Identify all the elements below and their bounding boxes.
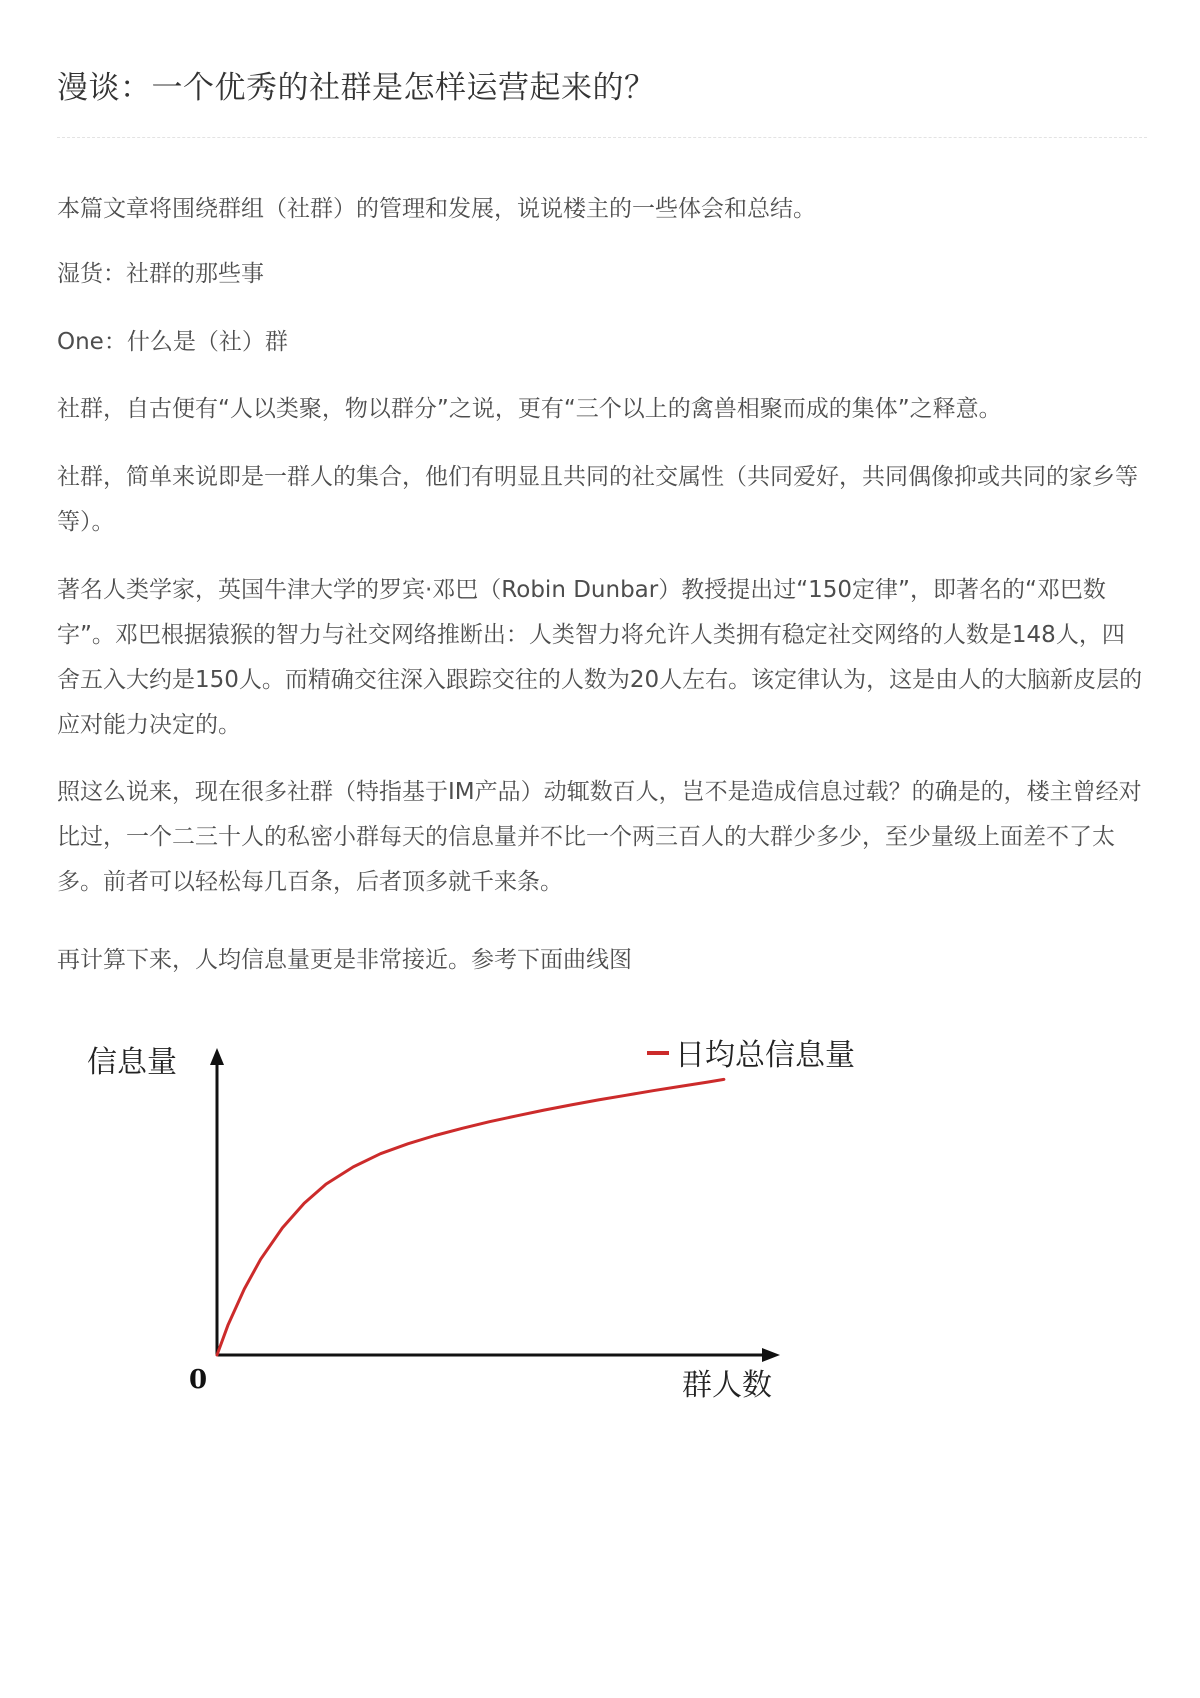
paragraph-intro: 本篇文章将围绕群组（社群）的管理和发展，说说楼主的一些体会和总结。 bbox=[57, 196, 816, 222]
paragraph-chart-intro: 再计算下来，人均信息量更是非常接近。参考下面曲线图 bbox=[57, 947, 632, 973]
x-axis-label: 群人数 bbox=[682, 1368, 772, 1403]
paragraph-dunbar: 著名人类学家，英国牛津大学的罗宾·邓巴（Robin Dunbar）教授提出过“150定律”，即著名的“邓巴数字”。邓巴根据猿猴的智力与社交网络推断出：人类智力将允许人类拥有稳定社交网络的人数是148人，四舍五入大约是150人。而精确交往深入跟踪交往的人数为20人左右。该定律认为，这是由人的大脑新皮层的应对能力决定的。 bbox=[57, 577, 1143, 738]
legend-label: 日均总信息量 bbox=[675, 1038, 855, 1073]
title-divider bbox=[57, 137, 1147, 138]
chart-figure bbox=[57, 1010, 1147, 1670]
paragraph-definition: 社群，简单来说即是一群人的集合，他们有明显且共同的社交属性（共同爱好，共同偶像抑或共同的家乡等等）。 bbox=[57, 464, 1138, 535]
sub-heading: One：什么是（社）群 bbox=[57, 329, 288, 355]
paragraph-saying: 社群，自古便有“人以类聚，物以群分”之说，更有“三个以上的禽兽相聚而成的集体”之释意。 bbox=[57, 396, 1002, 422]
origin-label: 0 bbox=[189, 1365, 208, 1395]
series-line-daily-total-info bbox=[217, 1079, 724, 1355]
y-axis-label: 信息量 bbox=[87, 1045, 177, 1080]
page-title: 漫谈：一个优秀的社群是怎样运营起来的？ bbox=[57, 70, 656, 106]
y-axis-arrow bbox=[210, 1048, 224, 1065]
info-curve-chart bbox=[57, 1010, 1147, 1670]
paragraph-overload: 照这么说来，现在很多社群（特指基于IM产品）动辄数百人，岂不是造成信息过载？的确是的，楼主曾经对比过，一个二三十人的私密小群每天的信息量并不比一个两三百人的大群少多少，至少量级上面差不了太多。前者可以轻松每几百条，后者顶多就千来条。 bbox=[57, 779, 1142, 895]
section-heading: 湿货：社群的那些事 bbox=[57, 261, 264, 287]
x-axis-arrow bbox=[762, 1348, 780, 1362]
